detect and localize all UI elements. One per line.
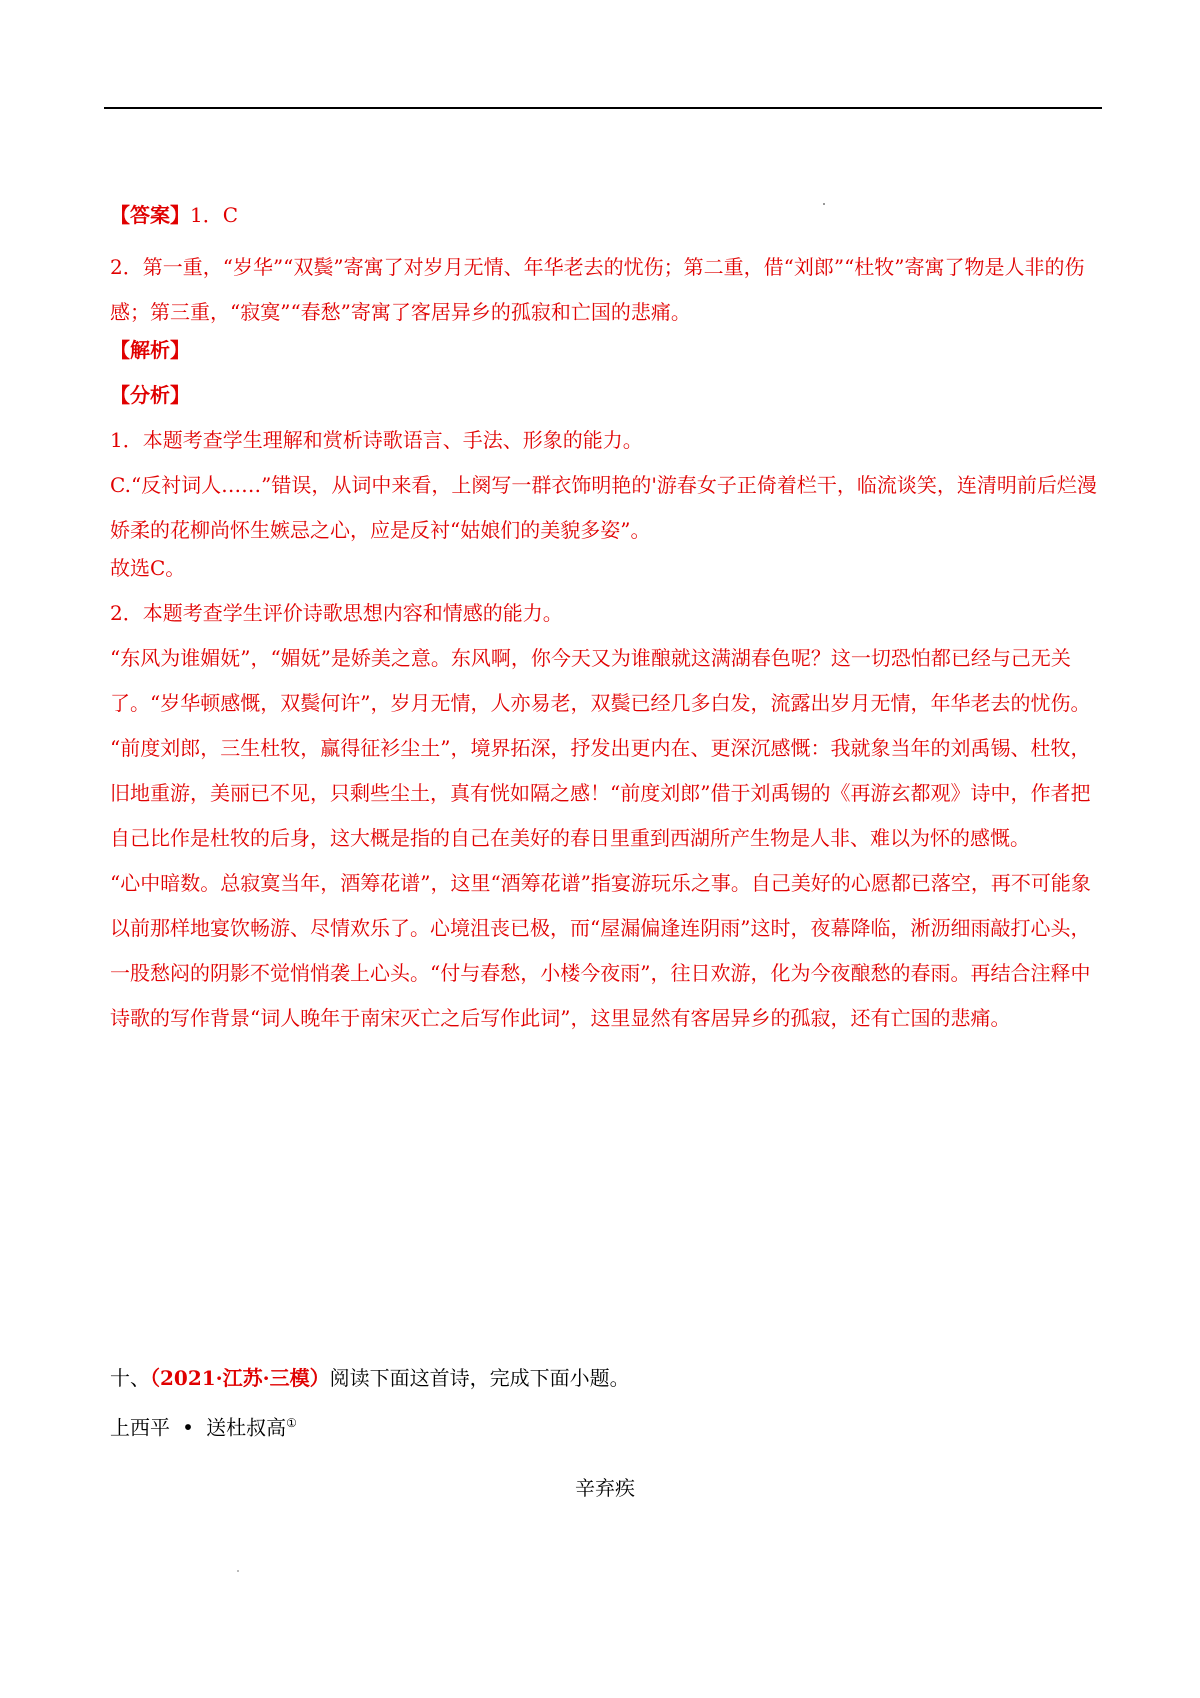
header-rule bbox=[104, 107, 1102, 109]
answer-analysis-block bbox=[110, 200, 1100, 1041]
answer-line-1 bbox=[110, 200, 1100, 230]
q1-body: C.“反衬词人……”错误，从词中来看，上阕写一群衣饰明艳的'游春女子正倚着栏干，临流谈笑，连清明前后烂漫娇柔的花柳尚怀生嫉忌之心，应是反衬“姑娘们的美貌多姿”。 bbox=[110, 473, 1097, 542]
question-10 bbox=[110, 1363, 1100, 1503]
speck bbox=[237, 1570, 239, 1572]
poem-title-text: 上西平 • 送杜叔高 bbox=[110, 1415, 287, 1440]
q2-paragraph-2: “前度刘郎，三生杜牧，赢得征衫尘土”，境界拓深，抒发出更内在、更深沉感慨：我就象当年的刘禹锡、杜牧，旧地重游，美丽已不见，只剩些尘土，真有恍如隔之感！“前度刘郎”借于刘禹锡的《再游玄都观》诗中，作者把自己比作是杜牧的后身，这大概是指的自己在美好的春日里重到西湖所产生物是人非、难以为怀的感慨。 bbox=[110, 736, 1091, 850]
answer-item-2: 2．第一重，“岁华”“双鬓”寄寓了对岁月无情、年华老去的忧伤；第二重，借“刘郎”“杜牧”寄寓了物是人非的伤感；第三重，“寂寞”“春愁”寄寓了客居异乡的孤寂和亡国的悲痛。 bbox=[110, 255, 1085, 324]
question-10-header bbox=[110, 1363, 1100, 1393]
jiexi-label: 【解析】 bbox=[110, 338, 190, 362]
question-number: 十、 bbox=[110, 1366, 150, 1390]
answer-label: 【答案】 bbox=[110, 203, 190, 227]
answer-item-1: 1．C bbox=[190, 203, 239, 227]
question-prompt: 阅读下面这首诗，完成下面小题。 bbox=[329, 1366, 630, 1390]
fenxi-label: 【分析】 bbox=[110, 383, 190, 407]
q2-intro: 2．本题考查学生评价诗歌思想内容和情感的能力。 bbox=[110, 601, 563, 625]
question-source: （2021·江苏·三模） bbox=[150, 1366, 330, 1390]
footnote-mark: ① bbox=[286, 1416, 297, 1430]
q1-conclusion: 故选C。 bbox=[110, 556, 186, 580]
q2-paragraph-3: “心中暗数。总寂寞当年，酒筹花谱”，这里“酒筹花谱”指宴游玩乐之事。自己美好的心愿都已落空，再不可能象以前那样地宴饮畅游、尽情欢乐了。心境沮丧已极，而“屋漏偏逢连阴雨”这时，夜幕降临，淅沥细雨敲打心头，一股愁闷的阴影不觉悄悄袭上心头。“付与春愁，小楼今夜雨”，往日欢游，化为今夜酿愁的春雨。再结合注释中诗歌的写作背景“词人晚年于南宋灭亡之后写作此词”，这里显然有客居异乡的孤寂，还有亡国的悲痛。 bbox=[110, 871, 1091, 1030]
q2-paragraph-1: “东风为谁媚妩”，“媚妩”是娇美之意。东风啊，你今天又为谁酿就这满湖春色呢？这一切恐怕都已经与己无关了。“岁华顿感慨，双鬓何许”，岁月无情，人亦易老，双鬓已经几多白发，流露出岁月无情，年华老去的忧伤。 bbox=[110, 646, 1091, 715]
poem-author: 辛弃疾 bbox=[575, 1475, 635, 1500]
poem-title bbox=[110, 1408, 1100, 1443]
q1-intro: 1．本题考查学生理解和赏析诗歌语言、手法、形象的能力。 bbox=[110, 428, 643, 452]
